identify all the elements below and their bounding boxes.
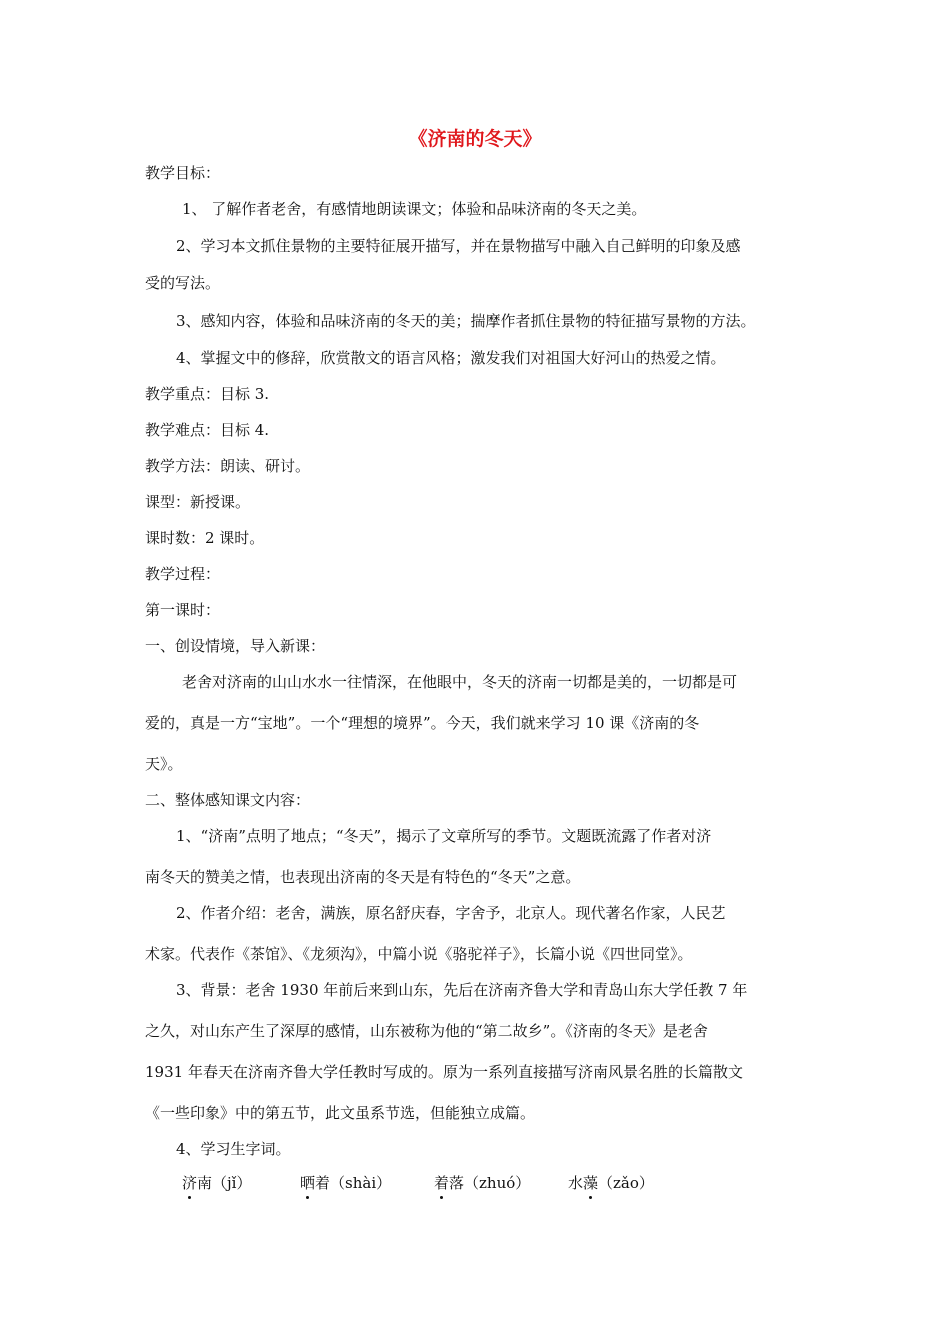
vocab-rest: （zǎo） xyxy=(598,1174,654,1192)
vocab-rest: 着（shài） xyxy=(315,1174,392,1192)
paragraph-line: 老舍对济南的山山水水一往情深，在他眼中，冬天的济南一切都是美的，一切都是可 xyxy=(182,673,738,691)
paragraph-line: 第一课时： xyxy=(145,601,221,619)
paragraph-line: 4、学习生字词。 xyxy=(176,1140,291,1158)
paragraph-line: 教学方法：朗读、研讨。 xyxy=(145,457,311,475)
emphasized-char: 晒 xyxy=(300,1174,316,1192)
vocab-item xyxy=(434,1173,530,1193)
vocab-item xyxy=(182,1173,251,1193)
paragraph-line: 教学目标： xyxy=(145,164,221,182)
paragraph-line: 教学难点：目标 4. xyxy=(145,421,270,439)
paragraph-line: 课型：新授课。 xyxy=(145,493,251,511)
vocab-prefix: 水 xyxy=(568,1174,584,1192)
vocab-item xyxy=(568,1173,654,1193)
paragraph-line: 3、背景：老舍 1930 年前后来到山东，先后在济南齐鲁大学和青岛山东大学任教 7 年 xyxy=(176,981,748,999)
paragraph-line: 二、整体感知课文内容： xyxy=(145,791,311,809)
paragraph-line: 1、 了解作者老舍，有感情地朗读课文；体验和品味济南的冬天之美。 xyxy=(182,200,647,218)
paragraph-line: 一、创设情境，导入新课： xyxy=(145,637,326,655)
vocab-item xyxy=(300,1173,391,1193)
paragraph-line: 课时数：2 课时。 xyxy=(145,529,265,547)
emphasized-char: 藻 xyxy=(583,1174,599,1192)
paragraph-line: 爱的，真是一方“宝地”。一个“理想的境界”。今天，我们就来学习 10 课《济南的冬 xyxy=(145,714,700,732)
emphasized-char: 济 xyxy=(182,1174,198,1192)
paragraph-line: 3、感知内容，体验和品味济南的冬天的美；揣摩作者抓住景物的特征描写景物的方法。 xyxy=(176,312,756,330)
paragraph-line: 南冬天的赞美之情，也表现出济南的冬天是有特色的“冬天”之意。 xyxy=(145,868,581,886)
paragraph-line: 1、“济南”点明了地点；“冬天”，揭示了文章所写的季节。文题既流露了作者对济 xyxy=(176,827,712,845)
paragraph-line: 术家。代表作《茶馆》、《龙须沟》，中篇小说《骆驼祥子》，长篇小说《四世同堂》。 xyxy=(145,945,693,963)
document-title: 《济南的冬天》 xyxy=(408,128,542,150)
paragraph-line: 受的写法。 xyxy=(145,274,221,292)
vocab-rest: 南（jǐ） xyxy=(197,1174,252,1192)
paragraph-line: 2、学习本文抓住景物的主要特征展开描写，并在景物描写中融入自己鲜明的印象及感 xyxy=(176,237,741,255)
paragraph-line: 1931 年春天在济南齐鲁大学任教时写成的。原为一系列直接描写济南风景名胜的长篇散文 xyxy=(145,1063,743,1081)
paragraph-line: 4、掌握文中的修辞，欣赏散文的语言风格；激发我们对祖国大好河山的热爱之情。 xyxy=(176,349,726,367)
emphasized-char: 着 xyxy=(434,1174,450,1192)
paragraph-line: 教学过程： xyxy=(145,565,221,583)
paragraph-line: 之久，对山东产生了深厚的感情，山东被称为他的“第二故乡”。《济南的冬天》是老舍 xyxy=(145,1022,708,1040)
vocab-rest: 落（zhuó） xyxy=(449,1174,531,1192)
paragraph-line: 《一些印象》中的第五节，此文虽系节选，但能独立成篇。 xyxy=(145,1104,536,1122)
paragraph-line: 教学重点：目标 3. xyxy=(145,385,270,403)
paragraph-line: 天》。 xyxy=(145,755,183,773)
paragraph-line: 2、作者介绍：老舍，满族，原名舒庆春，字舍予，北京人。现代著名作家，人民艺 xyxy=(176,904,726,922)
